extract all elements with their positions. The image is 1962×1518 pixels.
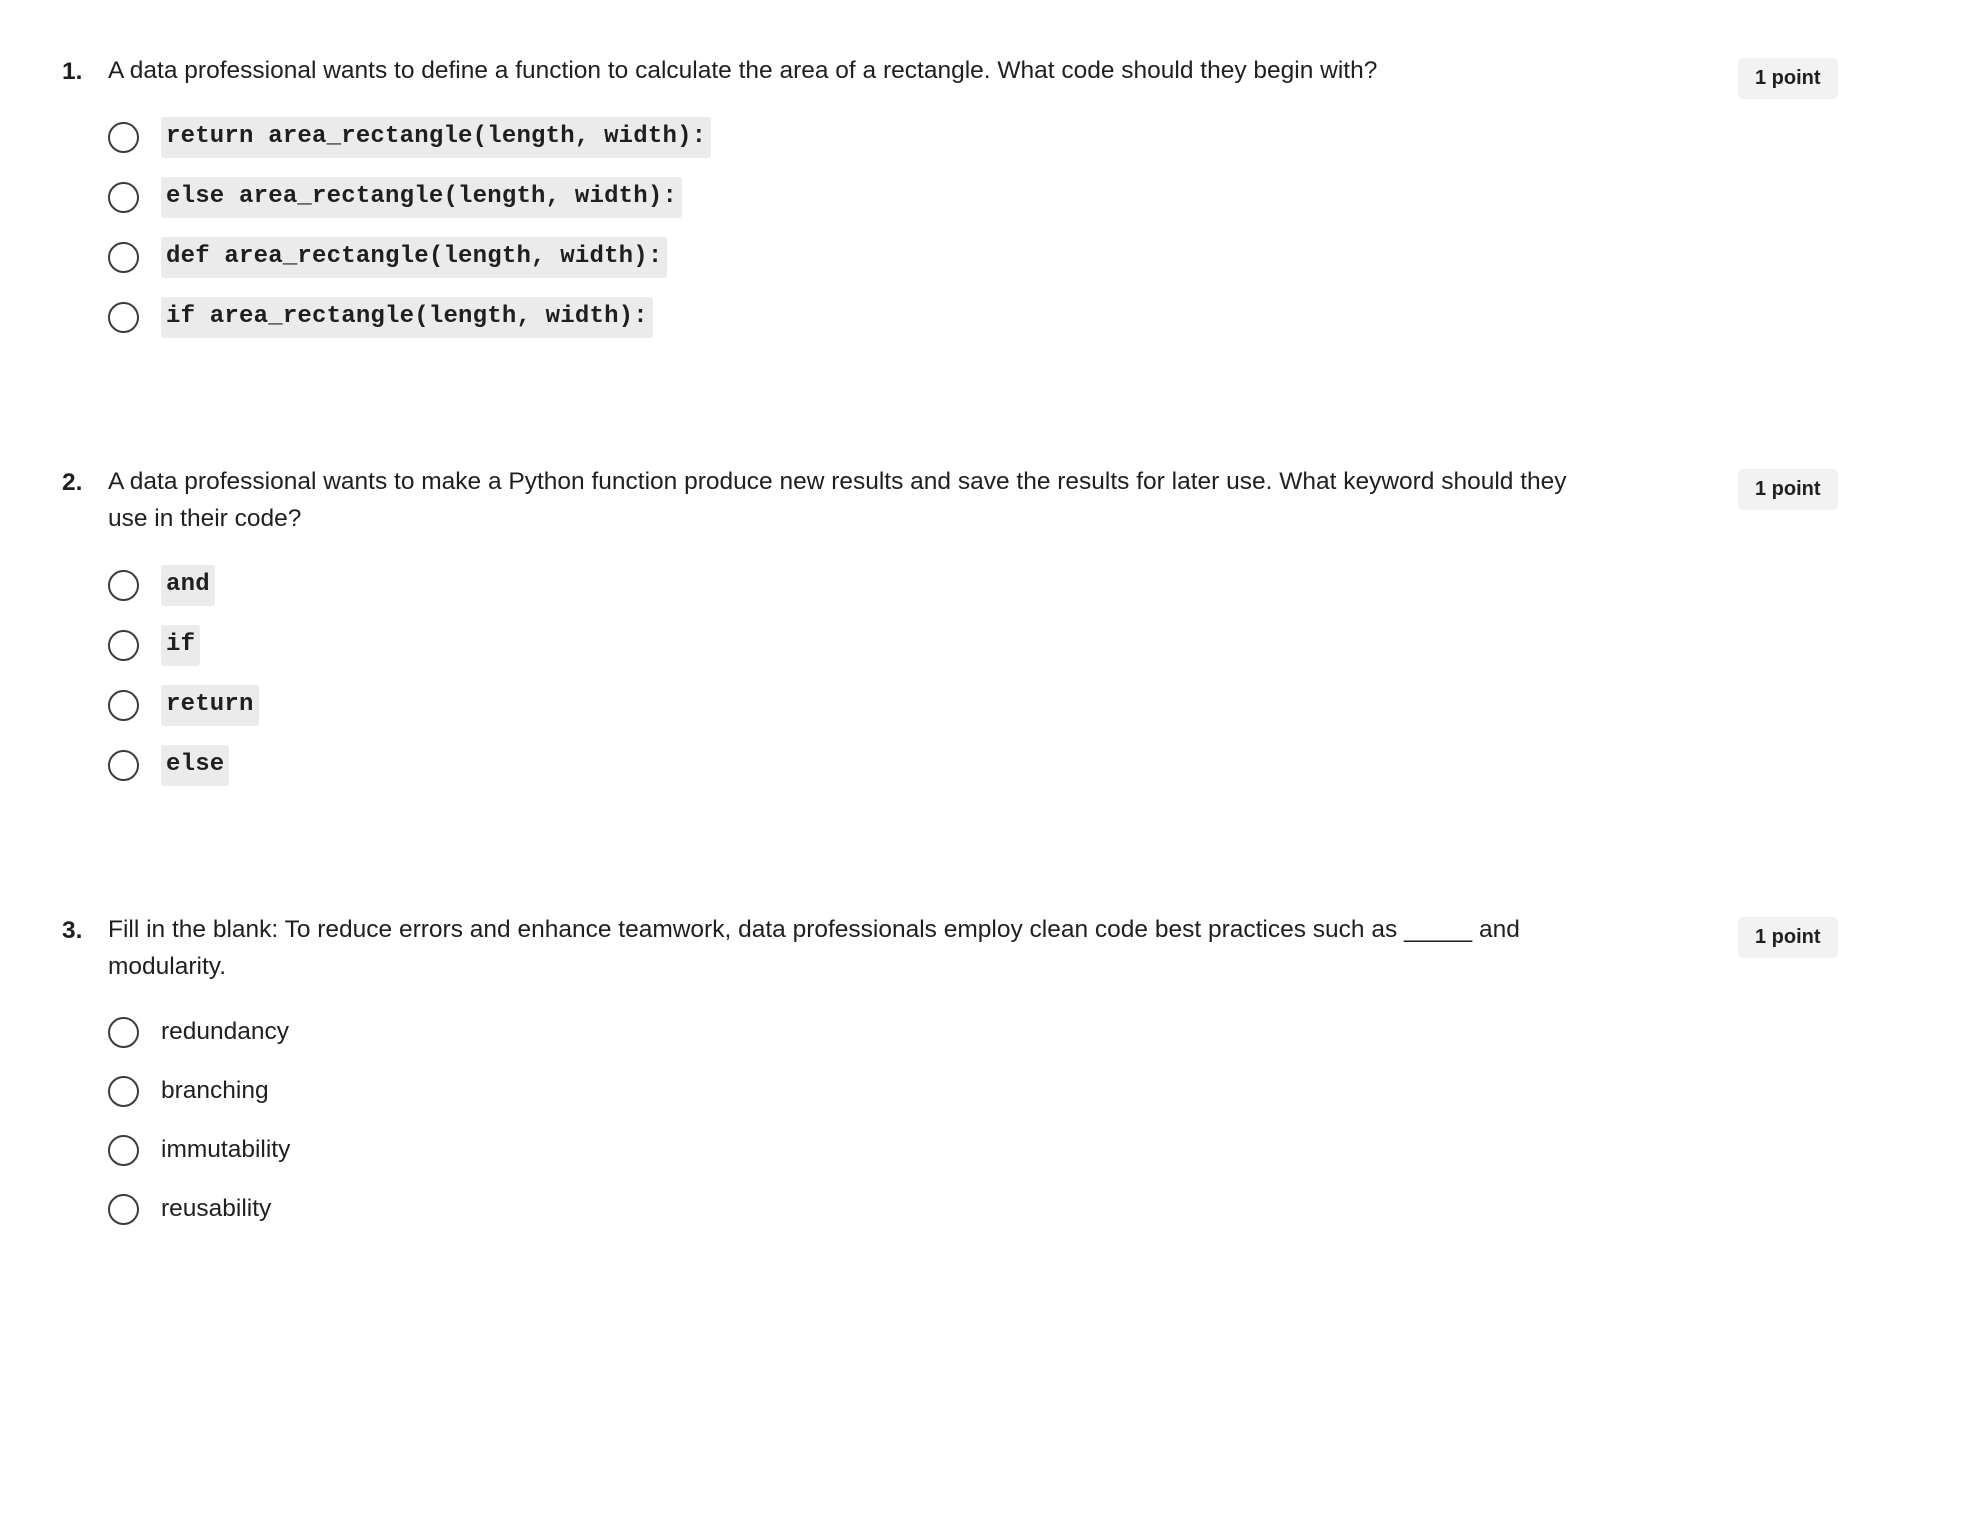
- points-badge: 1 point: [1738, 58, 1838, 99]
- radio-button-icon[interactable]: [108, 242, 139, 273]
- answer-options: [108, 1012, 1712, 1229]
- question-number: 2.: [62, 469, 83, 497]
- option-row[interactable]: [108, 1130, 1712, 1170]
- question-item: [0, 463, 1962, 804]
- question-item: [0, 911, 1962, 1248]
- option-row[interactable]: [108, 1012, 1712, 1052]
- option-label: reusability: [161, 1194, 272, 1222]
- question-spacer: [0, 367, 1962, 463]
- question-body: [62, 463, 1712, 804]
- radio-button-icon[interactable]: [108, 690, 139, 721]
- option-row[interactable]: [108, 237, 1712, 278]
- question-body: [62, 911, 1712, 1248]
- question-item: [0, 52, 1962, 357]
- radio-button-icon[interactable]: [108, 302, 139, 333]
- question-header: [62, 463, 1712, 537]
- question-number: 3.: [62, 916, 83, 944]
- radio-button-icon[interactable]: [108, 630, 139, 661]
- option-label: else area_rectangle(length, width):: [161, 177, 682, 218]
- radio-button-icon[interactable]: [108, 1076, 139, 1107]
- question-number: 1.: [62, 58, 83, 85]
- option-row[interactable]: [108, 297, 1712, 338]
- question-text: A data professional wants to make a Python function produce new results and save the results for later use. What keyword should they use in their code?: [108, 468, 1567, 533]
- question-text: Fill in the blank: To reduce errors and enhance teamwork, data professionals employ clean code best practices such as _____ and modularity.: [108, 915, 1520, 980]
- option-row[interactable]: [108, 177, 1712, 218]
- radio-button-icon[interactable]: [108, 570, 139, 601]
- option-label: and: [161, 565, 215, 606]
- points-badge: 1 point: [1738, 469, 1838, 510]
- question-text: A data professional wants to define a function to calculate the area of a rectangle. What code should they begin with?: [108, 57, 1378, 84]
- option-label: redundancy: [161, 1017, 290, 1045]
- option-row[interactable]: [108, 685, 1712, 726]
- question-header: [62, 52, 1712, 90]
- option-row[interactable]: [108, 117, 1712, 158]
- option-label: branching: [161, 1076, 269, 1104]
- option-label: immutability: [161, 1135, 291, 1163]
- option-label: else: [161, 745, 229, 786]
- radio-button-icon[interactable]: [108, 122, 139, 153]
- question-header: [62, 911, 1712, 985]
- option-row[interactable]: [108, 1189, 1712, 1229]
- radio-button-icon[interactable]: [108, 1017, 139, 1048]
- option-row[interactable]: [108, 625, 1712, 666]
- option-label: if area_rectangle(length, width):: [161, 297, 653, 338]
- radio-button-icon[interactable]: [108, 182, 139, 213]
- bottom-spacer: [0, 1258, 1962, 1318]
- option-row[interactable]: [108, 1071, 1712, 1111]
- radio-button-icon[interactable]: [108, 1194, 139, 1225]
- question-spacer: [0, 815, 1962, 911]
- option-label: if: [161, 625, 200, 666]
- option-label: return: [161, 685, 259, 726]
- question-body: [62, 52, 1712, 357]
- radio-button-icon[interactable]: [108, 750, 139, 781]
- points-badge: 1 point: [1738, 917, 1838, 958]
- option-label: def area_rectangle(length, width):: [161, 237, 667, 278]
- answer-options: [108, 117, 1712, 338]
- option-row[interactable]: [108, 745, 1712, 786]
- answer-options: [108, 565, 1712, 786]
- radio-button-icon[interactable]: [108, 1135, 139, 1166]
- option-label: return area_rectangle(length, width):: [161, 117, 711, 158]
- option-row[interactable]: [108, 565, 1712, 606]
